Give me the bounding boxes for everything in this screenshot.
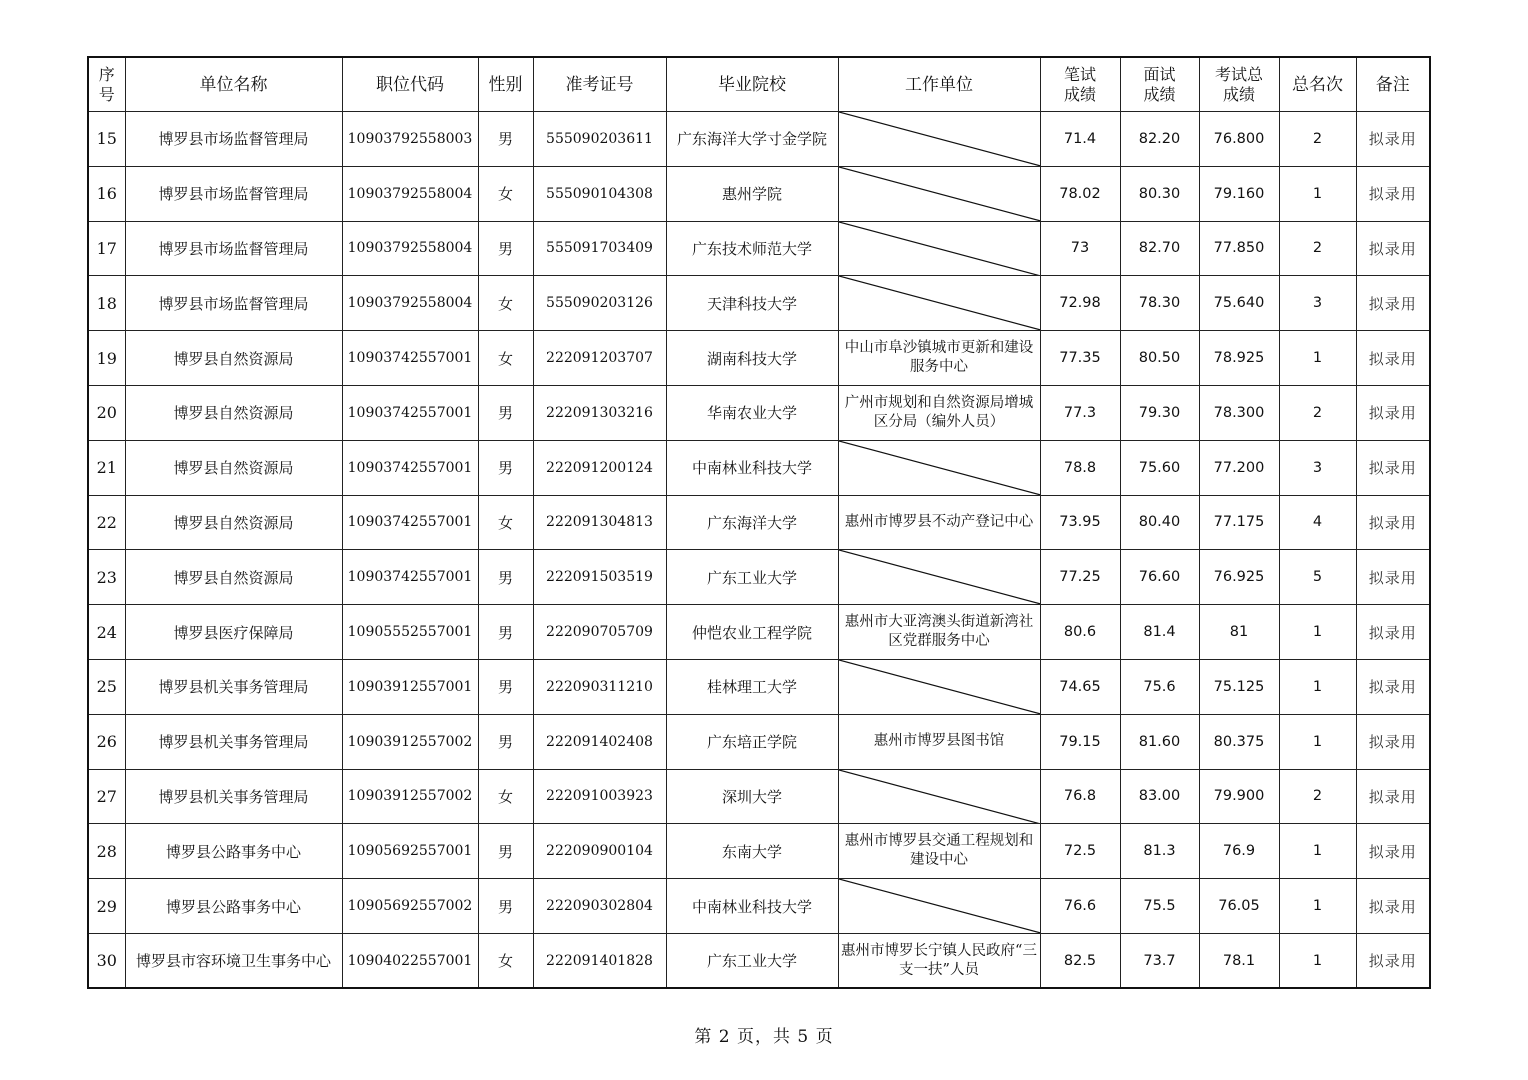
cell-exam-id: 222091203707 [533,331,666,386]
table-row [88,605,1430,660]
cell-written-score: 72.5 [1040,824,1120,879]
cell-interview-score: 76.60 [1120,550,1199,605]
cell-workplace-empty [838,112,1040,167]
diagonal-slash-icon [839,550,1040,604]
cell-workplace: 广州市规划和自然资源局增城区分局（编外人员） [838,385,1040,440]
cell-rank: 1 [1279,879,1356,934]
cell-gender: 男 [478,221,533,276]
cell-gender: 男 [478,385,533,440]
cell-total-score: 80.375 [1199,714,1279,769]
cell-total-score: 79.160 [1199,166,1279,221]
cell-exam-id: 222091200124 [533,440,666,495]
cell-position-code: 10903742557001 [342,385,478,440]
table-row [88,440,1430,495]
cell-rank: 2 [1279,769,1356,824]
cell-workplace: 惠州市大亚湾澳头街道新湾社区党群服务中心 [838,605,1040,660]
cell-unit: 博罗县自然资源局 [125,440,342,495]
cell-unit: 博罗县机关事务管理局 [125,769,342,824]
header-seq: 序号 [88,57,125,112]
cell-position-code: 10905692557001 [342,824,478,879]
cell-workplace-empty [838,440,1040,495]
cell-total-score: 77.850 [1199,221,1279,276]
cell-note: 拟录用 [1356,714,1430,769]
cell-interview-score: 81.60 [1120,714,1199,769]
cell-interview-score: 73.7 [1120,933,1199,988]
table-row [88,769,1430,824]
cell-written-score: 73.95 [1040,495,1120,550]
cell-school: 广东海洋大学 [666,495,838,550]
cell-rank: 1 [1279,933,1356,988]
cell-gender: 女 [478,933,533,988]
cell-unit: 博罗县自然资源局 [125,331,342,386]
cell-position-code: 10903912557002 [342,769,478,824]
cell-unit: 博罗县公路事务中心 [125,879,342,934]
diagonal-slash-icon [839,660,1040,714]
table-row [88,276,1430,331]
cell-note: 拟录用 [1356,385,1430,440]
cell-position-code: 10905692557002 [342,879,478,934]
cell-gender: 女 [478,276,533,331]
cell-rank: 1 [1279,166,1356,221]
cell-written-score: 82.5 [1040,933,1120,988]
cell-gender: 男 [478,550,533,605]
cell-gender: 女 [478,331,533,386]
cell-unit: 博罗县自然资源局 [125,495,342,550]
cell-total-score: 76.925 [1199,550,1279,605]
cell-rank: 3 [1279,440,1356,495]
header-row [88,57,1430,112]
cell-interview-score: 81.4 [1120,605,1199,660]
cell-interview-score: 75.60 [1120,440,1199,495]
cell-school: 华南农业大学 [666,385,838,440]
cell-position-code: 10903742557001 [342,550,478,605]
cell-exam-id: 555091703409 [533,221,666,276]
table-row [88,385,1430,440]
cell-seq: 27 [88,769,125,824]
cell-gender: 男 [478,879,533,934]
cell-unit: 博罗县公路事务中心 [125,824,342,879]
cell-seq: 19 [88,331,125,386]
cell-gender: 男 [478,112,533,167]
cell-workplace-empty [838,879,1040,934]
cell-rank: 1 [1279,331,1356,386]
cell-gender: 女 [478,166,533,221]
cell-gender: 男 [478,440,533,495]
cell-exam-id: 555090104308 [533,166,666,221]
table-row [88,933,1430,988]
cell-rank: 3 [1279,276,1356,331]
diagonal-slash-icon [839,879,1040,933]
cell-written-score: 79.15 [1040,714,1120,769]
cell-note: 拟录用 [1356,933,1430,988]
table-body [88,112,1430,989]
cell-seq: 20 [88,385,125,440]
cell-interview-score: 75.6 [1120,659,1199,714]
cell-total-score: 81 [1199,605,1279,660]
cell-total-score: 77.200 [1199,440,1279,495]
cell-written-score: 74.65 [1040,659,1120,714]
cell-gender: 女 [478,769,533,824]
cell-unit: 博罗县市场监督管理局 [125,276,342,331]
cell-total-score: 78.300 [1199,385,1279,440]
cell-exam-id: 555090203611 [533,112,666,167]
cell-workplace-empty [838,550,1040,605]
cell-workplace-empty [838,659,1040,714]
cell-written-score: 78.02 [1040,166,1120,221]
cell-school: 湖南科技大学 [666,331,838,386]
cell-note: 拟录用 [1356,824,1430,879]
cell-school: 深圳大学 [666,769,838,824]
cell-workplace: 惠州市博罗长宁镇人民政府“三支一扶”人员 [838,933,1040,988]
cell-note: 拟录用 [1356,331,1430,386]
cell-school: 中南林业科技大学 [666,440,838,495]
cell-rank: 1 [1279,824,1356,879]
cell-seq: 22 [88,495,125,550]
cell-interview-score: 78.30 [1120,276,1199,331]
cell-total-score: 76.9 [1199,824,1279,879]
cell-workplace-empty [838,221,1040,276]
cell-note: 拟录用 [1356,440,1430,495]
cell-seq: 30 [88,933,125,988]
cell-exam-id: 222091401828 [533,933,666,988]
diagonal-slash-icon [839,222,1040,276]
cell-total-score: 78.925 [1199,331,1279,386]
diagonal-slash-icon [839,112,1040,166]
cell-seq: 24 [88,605,125,660]
cell-seq: 15 [88,112,125,167]
table-row [88,879,1430,934]
cell-written-score: 71.4 [1040,112,1120,167]
cell-note: 拟录用 [1356,769,1430,824]
cell-school: 广东海洋大学寸金学院 [666,112,838,167]
cell-interview-score: 81.3 [1120,824,1199,879]
header-school: 毕业院校 [666,57,838,112]
cell-school: 广东技术师范大学 [666,221,838,276]
header-exam-id: 准考证号 [533,57,666,112]
cell-unit: 博罗县市场监督管理局 [125,166,342,221]
cell-total-score: 78.1 [1199,933,1279,988]
table-row [88,331,1430,386]
cell-gender: 女 [478,495,533,550]
header-interview: 面试成绩 [1120,57,1199,112]
cell-written-score: 78.8 [1040,440,1120,495]
cell-total-score: 77.175 [1199,495,1279,550]
header-workplace: 工作单位 [838,57,1040,112]
cell-interview-score: 80.30 [1120,166,1199,221]
cell-gender: 男 [478,605,533,660]
cell-exam-id: 222090311210 [533,659,666,714]
cell-position-code: 10903742557001 [342,440,478,495]
header-rank: 总名次 [1279,57,1356,112]
cell-interview-score: 80.40 [1120,495,1199,550]
cell-position-code: 10903912557002 [342,714,478,769]
cell-seq: 23 [88,550,125,605]
cell-workplace: 中山市阜沙镇城市更新和建设服务中心 [838,331,1040,386]
cell-position-code: 10905552557001 [342,605,478,660]
cell-gender: 男 [478,659,533,714]
cell-seq: 26 [88,714,125,769]
cell-written-score: 76.8 [1040,769,1120,824]
cell-note: 拟录用 [1356,659,1430,714]
cell-unit: 博罗县市场监督管理局 [125,221,342,276]
cell-position-code: 10903792558004 [342,221,478,276]
cell-unit: 博罗县机关事务管理局 [125,659,342,714]
cell-position-code: 10903792558004 [342,276,478,331]
cell-seq: 18 [88,276,125,331]
cell-exam-id: 222091304813 [533,495,666,550]
cell-school: 天津科技大学 [666,276,838,331]
cell-workplace: 惠州市博罗县不动产登记中心 [838,495,1040,550]
cell-written-score: 76.6 [1040,879,1120,934]
cell-exam-id: 222091003923 [533,769,666,824]
header-written: 笔试成绩 [1040,57,1120,112]
cell-interview-score: 82.70 [1120,221,1199,276]
cell-rank: 2 [1279,112,1356,167]
table-row [88,550,1430,605]
cell-total-score: 75.125 [1199,659,1279,714]
cell-exam-id: 222090900104 [533,824,666,879]
cell-note: 拟录用 [1356,495,1430,550]
cell-rank: 2 [1279,385,1356,440]
cell-unit: 博罗县机关事务管理局 [125,714,342,769]
cell-seq: 25 [88,659,125,714]
table-row [88,166,1430,221]
cell-unit: 博罗县自然资源局 [125,385,342,440]
cell-exam-id: 222090302804 [533,879,666,934]
cell-seq: 16 [88,166,125,221]
cell-workplace-empty [838,166,1040,221]
table-row [88,714,1430,769]
cell-exam-id: 222091402408 [533,714,666,769]
header-unit: 单位名称 [125,57,342,112]
cell-position-code: 10904022557001 [342,933,478,988]
cell-position-code: 10903742557001 [342,495,478,550]
cell-gender: 男 [478,714,533,769]
table-row [88,495,1430,550]
cell-total-score: 75.640 [1199,276,1279,331]
cell-interview-score: 80.50 [1120,331,1199,386]
cell-note: 拟录用 [1356,112,1430,167]
header-gender: 性别 [478,57,533,112]
page-footer: 第 2 页，共 5 页 [694,1027,834,1047]
cell-written-score: 72.98 [1040,276,1120,331]
cell-school: 中南林业科技大学 [666,879,838,934]
cell-workplace-empty [838,769,1040,824]
header-total: 考试总成绩 [1199,57,1279,112]
cell-rank: 1 [1279,659,1356,714]
cell-note: 拟录用 [1356,221,1430,276]
cell-workplace-empty [838,276,1040,331]
table-row [88,112,1430,167]
cell-rank: 1 [1279,714,1356,769]
cell-note: 拟录用 [1356,879,1430,934]
cell-school: 广东工业大学 [666,933,838,988]
cell-position-code: 10903912557001 [342,659,478,714]
header-note: 备注 [1356,57,1430,112]
cell-seq: 28 [88,824,125,879]
cell-workplace: 惠州市博罗县图书馆 [838,714,1040,769]
cell-note: 拟录用 [1356,276,1430,331]
cell-gender: 男 [478,824,533,879]
cell-school: 东南大学 [666,824,838,879]
cell-position-code: 10903792558004 [342,166,478,221]
cell-rank: 4 [1279,495,1356,550]
cell-note: 拟录用 [1356,605,1430,660]
diagonal-slash-icon [839,276,1040,330]
cell-note: 拟录用 [1356,550,1430,605]
cell-interview-score: 82.20 [1120,112,1199,167]
cell-written-score: 73 [1040,221,1120,276]
table-row [88,221,1430,276]
cell-school: 广东工业大学 [666,550,838,605]
cell-unit: 博罗县市场监督管理局 [125,112,342,167]
cell-position-code: 10903742557001 [342,331,478,386]
header-position-code: 职位代码 [342,57,478,112]
cell-total-score: 79.900 [1199,769,1279,824]
cell-workplace: 惠州市博罗县交通工程规划和建设中心 [838,824,1040,879]
cell-exam-id: 222090705709 [533,605,666,660]
cell-exam-id: 222091303216 [533,385,666,440]
cell-rank: 2 [1279,221,1356,276]
diagonal-slash-icon [839,167,1040,221]
cell-written-score: 77.3 [1040,385,1120,440]
cell-rank: 5 [1279,550,1356,605]
cell-interview-score: 75.5 [1120,879,1199,934]
cell-interview-score: 83.00 [1120,769,1199,824]
cell-exam-id: 222091503519 [533,550,666,605]
cell-rank: 1 [1279,605,1356,660]
table-row [88,824,1430,879]
cell-written-score: 80.6 [1040,605,1120,660]
cell-unit: 博罗县市容环境卫生事务中心 [125,933,342,988]
cell-unit: 博罗县医疗保障局 [125,605,342,660]
cell-seq: 17 [88,221,125,276]
cell-position-code: 10903792558003 [342,112,478,167]
cell-unit: 博罗县自然资源局 [125,550,342,605]
cell-interview-score: 79.30 [1120,385,1199,440]
cell-seq: 29 [88,879,125,934]
table-row [88,659,1430,714]
cell-total-score: 76.05 [1199,879,1279,934]
cell-school: 桂林理工大学 [666,659,838,714]
cell-total-score: 76.800 [1199,112,1279,167]
cell-exam-id: 555090203126 [533,276,666,331]
cell-written-score: 77.25 [1040,550,1120,605]
cell-written-score: 77.35 [1040,331,1120,386]
cell-school: 惠州学院 [666,166,838,221]
cell-note: 拟录用 [1356,166,1430,221]
diagonal-slash-icon [839,770,1040,824]
diagonal-slash-icon [839,441,1040,495]
results-table [87,56,1431,989]
cell-seq: 21 [88,440,125,495]
cell-school: 广东培正学院 [666,714,838,769]
cell-school: 仲恺农业工程学院 [666,605,838,660]
